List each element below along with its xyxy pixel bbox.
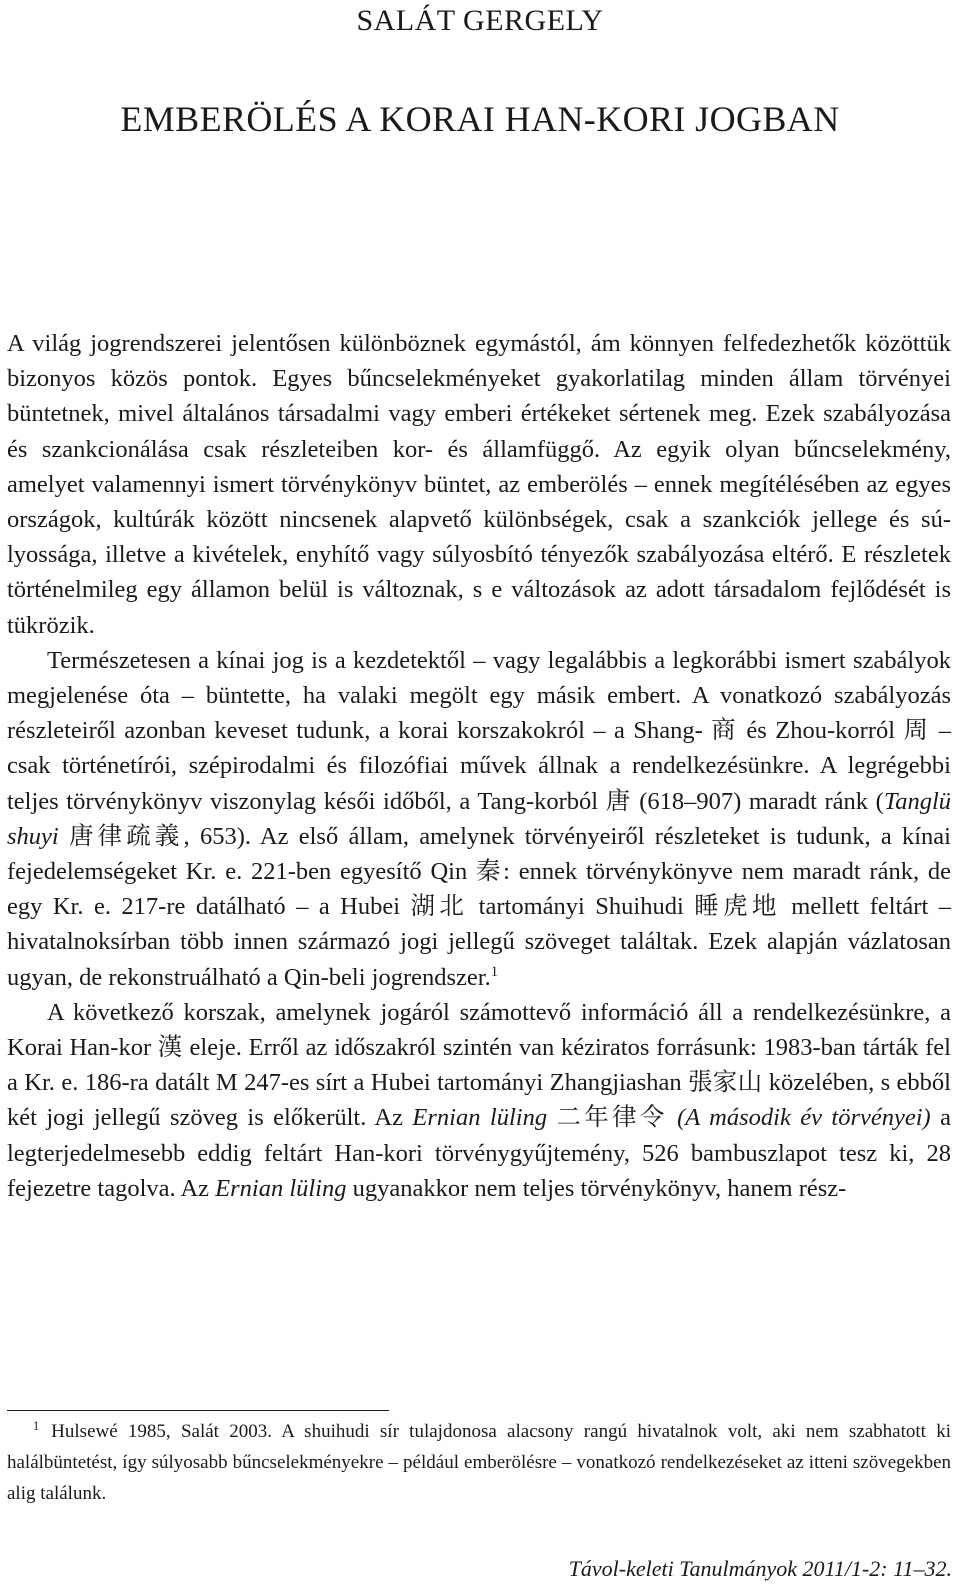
text-run: 唐律疏義, 653). Az első állam, amelynek törvényeiről részleteket is tudunk, a kínai fejedelemségeket Kr. e. 221-ben egyesítő Qin 秦: ennek törvénykönyve nem maradt ránk, de egy Kr. e. 217-re datálható – a Hubei 湖北 tartományi Shuihudi 睡虎地 mellett feltárt – hivatalnoksírban több innen származó jogi jellegű szöveget találtak. Ezek alapján vázlatosan ugyan, de rekonstruálható a Qin-beli jogrendszer. bbox=[7, 822, 951, 991]
author-heading: SALÁT GERGELY bbox=[356, 4, 604, 37]
footnotes bbox=[7, 1416, 951, 1509]
article-title: EMBERÖLÉS A KORAI HAN-KORI JOGBAN bbox=[120, 99, 840, 139]
text-run: Természetesen a kínai jog is a kezdetektől – vagy legalábbis a legkorábbi ismert szabályok megjelenése óta – büntette, ha valaki megölt egy másik embert. A vonatkozó szabályozás részleteiről azonban keveset tudunk, a korai korszakokról – a Shang- 商 és Zhou-korról 周 – csak történetírói, szépirodalmi és filozófiai művek állnak a rendelkezésünkre. A legrégebbi teljes törvénykönyv viszonylag késői időből, a Tang-korból 唐 (618–907) maradt ránk ( bbox=[7, 646, 951, 815]
journal-citation: Távol-keleti Tanulmányok 2011/1-2: 11–32. bbox=[568, 1556, 952, 1581]
italic-text: Tanglü shuyi bbox=[7, 787, 951, 850]
italic-text: Ernian lüling bbox=[412, 1104, 548, 1132]
footnote-number: 1 bbox=[33, 1419, 40, 1434]
footnote-reference: 1 bbox=[490, 963, 499, 980]
footnote bbox=[7, 1416, 951, 1509]
italic-text: (A második év törvényei) bbox=[677, 1104, 931, 1132]
body-paragraph bbox=[7, 326, 951, 643]
italic-text: Ernian lüling bbox=[215, 1174, 347, 1202]
text-run: 二年律令 bbox=[547, 1104, 678, 1132]
text-run: a legterjedelmesebb eddig feltárt Han-kori törvénygyűjtemény, 526 bambuszlapot tesz ki, 28 fejezetre tagolva. Az bbox=[7, 1104, 952, 1202]
body-text bbox=[7, 326, 951, 1206]
text-run: A következő korszak, amelynek jogáról számottevő információ áll a rendelkezésünkre, a Korai Han-kor 漢 eleje. Erről az időszakról szintén van kéziratos forrásunk: 1983-ban tárták fel a Kr. e. 186-ra datált M 247-es sírt a Hubei tartományi Zhangjiashan 張家山 közelében, s ebből két jogi jellegű szöveg is előkerült. Az bbox=[7, 998, 951, 1132]
body-paragraph bbox=[7, 643, 951, 995]
footnote-text: Hulsewé 1985, Salát 2003. A shuihudi sír tulajdonosa alacsony rangú hivatalnok volt, aki nem szabhatott ki halálbüntetést, így súlyosabb bűncselekményekre – például emberölésre – vonatkozó rendelkezéseket az itteni szövegekben alig találunk. bbox=[7, 1421, 951, 1504]
footnote-separator bbox=[7, 1410, 389, 1411]
text-run: ugyanakkor nem teljes törvénykönyv, hanem rész- bbox=[346, 1174, 847, 1202]
body-paragraph bbox=[7, 995, 951, 1206]
text-run: A világ jogrendszerei jelentősen különböznek egymástól, ám könnyen felfedezhetők közöttük bizonyos közös pontok. Egyes bűncselekményeket gyakorlatilag minden állam törvényei büntetnek, mivel általános társadalmi vagy emberi értékeket sértenek meg. Ezek szabályozása és szankcionálása csak részleteiben kor- és államfüggő. Az egyik olyan bűncselekmény, amelyet valamennyi ismert törvénykönyv büntet, az emberölés – ennek megítélésében az egyes országok, kultúrák között nincsenek alapvető különbségek, csak a szankciók jellege és súlyossága, illetve a kivételek, enyhítő vagy súlyosbító tényezők szabályozása eltérő. E részletek történelmileg egy államon belül is változnak, s e változások az adott társadalom fejlődését is tükrözik. bbox=[7, 330, 951, 639]
